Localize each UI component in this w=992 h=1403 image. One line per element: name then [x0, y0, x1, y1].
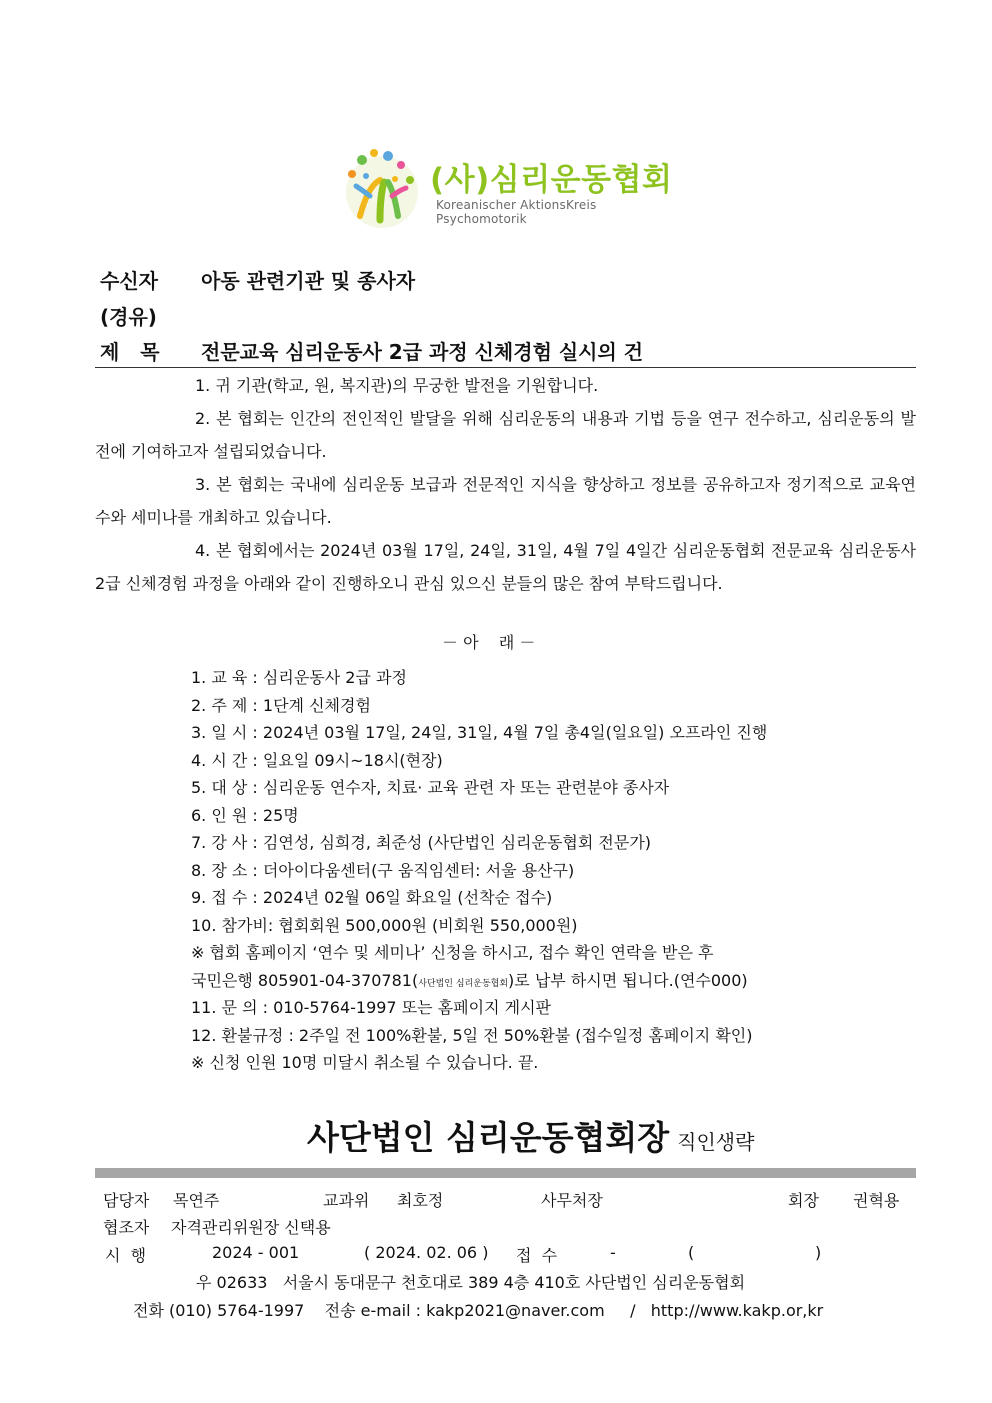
list-item: 10. 참가비: 협회회원 500,000원 (비회원 550,000원) — [191, 916, 578, 935]
list-item: 11. 문 의 : 010-5764-1997 또는 홈페이지 게시판 — [191, 998, 551, 1017]
exec-number: 2024 - 001 — [212, 1243, 300, 1262]
list-item: 9. 접 수 : 2024년 02월 06일 화요일 (선착순 접수) — [191, 888, 553, 907]
staff-label: 담당자 — [103, 1191, 150, 1210]
officer-name: 최호정 — [397, 1191, 444, 1210]
logo-title: (사)심리운동협회 — [430, 162, 673, 198]
receipt-dash: - — [610, 1243, 616, 1262]
paragraph-1: 1. 귀 기관(학교, 원, 복지관)의 무궁한 발전을 기원합니다. — [195, 376, 599, 395]
subject: 전문교육 심리운동사 2급 과정 신체경험 실시의 건 — [201, 340, 644, 364]
list-item: 1. 교 육 : 심리운동사 2급 과정 — [191, 668, 407, 687]
signature-name: 사단법인 심리운동협회장 — [307, 1118, 670, 1157]
exec-date: ( 2024. 02. 06 ) — [364, 1243, 489, 1262]
president-label: 회장 — [788, 1191, 819, 1210]
paragraph-3: 3. 본 협회는 국내에 심리운동 보급과 전문적인 지식을 향상하고 정보를 공유하고자 정기적으로 교육연수와 세미나를 개최하고 있습니다. — [95, 475, 916, 527]
exec-label: 시 행 — [105, 1246, 147, 1265]
receipt-close: ) — [815, 1243, 822, 1262]
staff-name: 목연주 — [173, 1191, 220, 1210]
footer-bar — [95, 1168, 916, 1178]
people-tree-icon — [340, 146, 424, 230]
contact-info: 전화 (010) 5764-1997 전송 e-mail : kakp2021@naver.com / http://www.kakp.or,kr — [133, 1301, 824, 1320]
list-item: 4. 시 간 : 일요일 09시~18시(현장) — [191, 751, 443, 770]
bank-prefix: 국민은행 805901-04-370781( — [191, 971, 419, 990]
header-divider — [95, 367, 916, 368]
association-logo — [340, 146, 680, 230]
recipient-label: 수신자 — [100, 269, 158, 293]
paragraph-4: 4. 본 협회에서는 2024년 03월 17일, 24일, 31일, 4월 7일 4일간 심리운동협회 전문교육 심리운동사2급 신체경험 과정을 아래와 같이 진행하오니 관심 있으신 분들의 많은 참여 부탁드립니다. — [95, 541, 916, 593]
recipient: 아동 관련기관 및 종사자 — [201, 269, 416, 293]
president-name: 권혁용 — [853, 1191, 900, 1210]
logo-subtitle: Koreanischer AktionsKreis Psychomotorik — [436, 198, 597, 226]
list-item: 7. 강 사 : 김연성, 심희경, 최준성 (사단법인 심리운동협회 전문가) — [191, 833, 652, 852]
list-item: 8. 장 소 : 더아이다움센터(구 움직임센터: 서울 용산구) — [191, 861, 575, 880]
cooperator-name: 자격관리위원장 신택용 — [171, 1218, 331, 1237]
seal-omitted-note: 직인생략 — [677, 1130, 755, 1154]
officer-label: 교과위 — [323, 1191, 370, 1210]
list-item: ※ 신청 인원 10명 미달시 취소될 수 있습니다. 끝. — [191, 1053, 539, 1072]
list-item: 2. 주 제 : 1단계 신체경험 — [191, 696, 371, 715]
paragraph-2: 2. 본 협회는 인간의 전인적인 발달을 위해 심리운동의 내용과 기법 등을 연구 전수하고, 심리운동의 발전에 기여하고자 설립되었습니다. — [95, 409, 916, 461]
list-item: 3. 일 시 : 2024년 03월 17일, 24일, 31일, 4월 7일 총4일(일요일) 오프라인 진행 — [191, 723, 768, 742]
bank-account-line — [191, 968, 748, 991]
address: 우 02633 서울시 동대문구 천호대로 389 4층 410호 사단법인 심리운동협회 — [196, 1273, 746, 1292]
list-item: 6. 인 원 : 25명 — [191, 806, 299, 825]
receipt-open: ( — [688, 1243, 695, 1262]
below-heading: － 아 래 － — [442, 633, 536, 652]
via-label: (경유) — [100, 305, 157, 329]
list-item: 5. 대 상 : 심리운동 연수자, 치료· 교육 관련 자 또는 관련분야 종사자 — [191, 778, 670, 797]
bank-suffix: )로 납부 하시면 됩니다.(연수000) — [508, 971, 748, 990]
cooperator-label: 협조자 — [103, 1218, 150, 1237]
bank-holder-small: 사단법인 심리운동협회 — [418, 979, 509, 989]
list-item: 12. 환불규정 : 2주일 전 100%환불, 5일 전 50%환불 (접수일정 홈페이지 확인) — [191, 1026, 753, 1045]
receipt-label: 접 수 — [516, 1246, 558, 1265]
signature-line — [307, 1112, 754, 1159]
subject-label: 제 목 — [100, 340, 160, 364]
secretary-label: 사무처장 — [541, 1191, 603, 1210]
list-item: ※ 협회 홈페이지 ‘연수 및 세미나’ 신청을 하시고, 접수 확인 연락을 받은 후 — [191, 943, 714, 962]
